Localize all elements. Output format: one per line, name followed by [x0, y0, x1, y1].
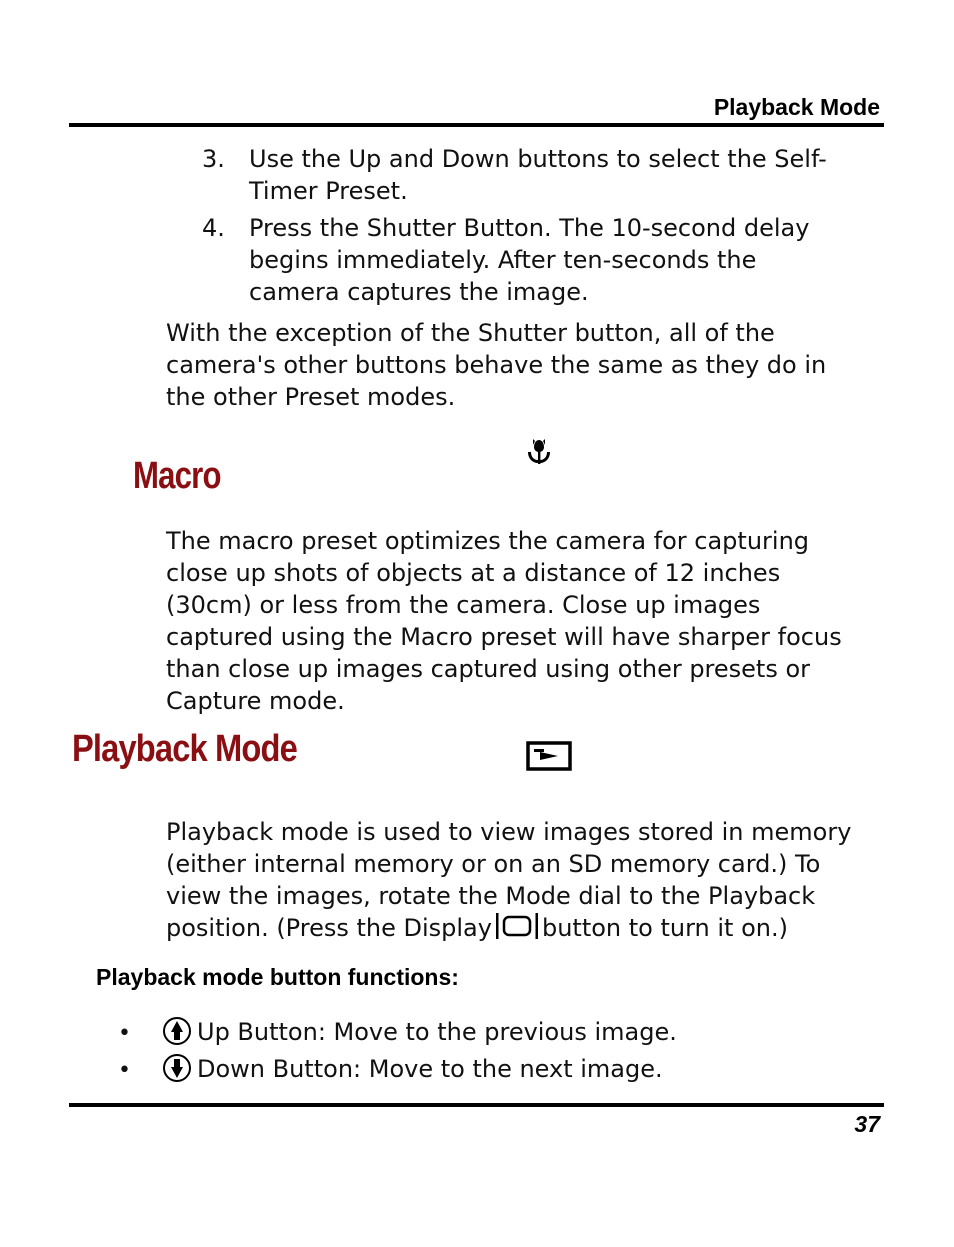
step-4 — [202, 212, 862, 308]
macro-paragraph — [166, 525, 881, 717]
paragraph-line — [166, 912, 881, 944]
display-button-icon — [492, 912, 542, 940]
footer-rule — [69, 1103, 884, 1107]
list-item — [118, 1016, 677, 1050]
button-functions-heading: Playback mode button functions: — [96, 964, 459, 990]
paragraph-line: The macro preset optimizes the camera for capturing — [166, 527, 810, 555]
running-header: Playback Mode — [713, 94, 880, 120]
list-item — [118, 1053, 663, 1087]
paragraph-line: camera's other buttons behave the same as they do in — [166, 351, 827, 379]
step-text-line: Press the Shutter Button. The 10-second delay — [249, 214, 810, 242]
playback-mode-heading: Playback Mode — [72, 728, 297, 770]
paragraph-line: than close up images captured using other presets or — [166, 655, 811, 683]
bullet: • — [118, 1021, 131, 1046]
paragraph-line: captured using the Macro preset will have sharper focus — [166, 623, 842, 651]
paragraph-line: (30cm) or less from the camera. Close up images — [166, 591, 761, 619]
paragraph-line: view the images, rotate the Mode dial to the Playback — [166, 882, 816, 910]
step-text-line: camera captures the image. — [249, 278, 589, 306]
step-text-line: Timer Preset. — [249, 177, 408, 205]
paragraph-line: Playback mode is used to view images stored in memory — [166, 818, 852, 846]
paragraph-line: close up shots of objects at a distance of 12 inches — [166, 559, 781, 587]
paragraph-line: With the exception of the Shutter button, all of the — [166, 319, 775, 347]
step-text-line: Use the Up and Down buttons to select the Self- — [249, 145, 827, 173]
macro-flower-icon — [525, 437, 553, 469]
list-item-text: Up Button: Move to the previous image. — [197, 1018, 677, 1046]
list-item-text: Down Button: Move to the next image. — [197, 1055, 663, 1083]
playback-paragraph — [166, 816, 881, 944]
step-3 — [202, 143, 862, 207]
step-number: 3. — [202, 145, 225, 173]
step-number: 4. — [202, 214, 225, 242]
up-button-icon — [162, 1016, 192, 1046]
shutter-note-paragraph — [166, 317, 881, 413]
page-number: 37 — [854, 1111, 880, 1137]
header-rule — [69, 123, 884, 127]
paragraph-line: (either internal memory or on an SD memory card.) To — [166, 850, 821, 878]
paragraph-text: position. (Press the Display — [166, 914, 492, 942]
bullet: • — [118, 1058, 131, 1083]
paragraph-line: Capture mode. — [166, 687, 345, 715]
paragraph-line: the other Preset modes. — [166, 383, 456, 411]
playback-mode-icon — [526, 741, 572, 771]
step-text-line: begins immediately. After ten-seconds the — [249, 246, 757, 274]
macro-heading: Macro — [133, 455, 221, 497]
down-button-icon — [162, 1053, 192, 1083]
paragraph-text: button to turn it on.) — [541, 914, 788, 942]
